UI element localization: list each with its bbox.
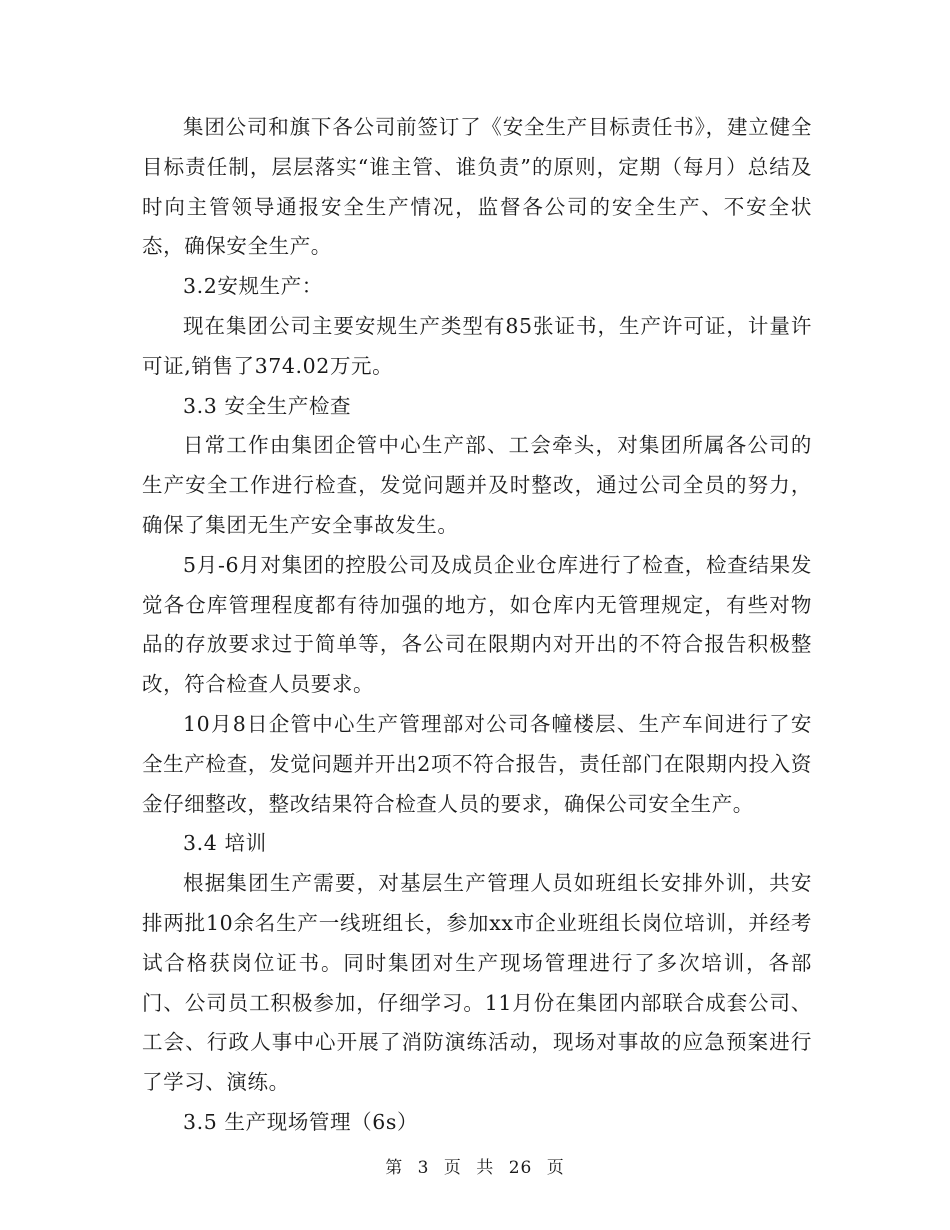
paragraph: 现在集团公司主要安规生产类型有85张证书，生产许可证，计量许可证,销售了374.02万元。 (142, 313, 812, 378)
paragraph: 根据集团生产需要，对基层生产管理人员如班组长安排外训，共安排两批10余名生产一线班组长，参加xx市企业班组长岗位培训，并经考试合格获岗位证书。同时集团对生产现场管理进行了多次培训，各部门、公司员工积极参加，仔细学习。11月份在集团内部联合成套公司、工会、行政人事中心开展了消防演练活动，现场对事故的应急预案进行了学习、演练。 (142, 871, 812, 1095)
section-heading: 3.5 生产现场管理（6s） (183, 1109, 419, 1134)
section-heading: 3.3 安全生产检查 (183, 393, 352, 418)
document-body (142, 108, 812, 1143)
paragraph: 5月-6月对集团的控股公司及成员企业仓库进行了检查，检查结果发觉各仓库管理程度都有待加强的地方，如仓库内无管理规定，有些对物品的存放要求过于简单等，各公司在限期内对开出的不符合报告积极整改，符合检查人员要求。 (142, 552, 812, 697)
footer-total-unit: 页 (546, 1158, 565, 1178)
paragraph: 10月8日企管中心生产管理部对公司各幢楼层、生产车间进行了安全生产检查，发觉问题并开出2项不符合报告，责任部门在限期内投入资金仔细整改，整改结果符合检查人员的要求，确保公司安全生产。 (142, 711, 812, 816)
footer-page-unit: 页 (443, 1158, 462, 1178)
footer-prefix: 第 (385, 1158, 404, 1178)
page-footer (0, 1153, 950, 1178)
footer-total-word: 共 (476, 1158, 495, 1178)
total-page-number: 26 (508, 1158, 533, 1178)
paragraph: 日常工作由集团企管中心生产部、工会牵头，对集团所属各公司的生产安全工作进行检查，发觉问题并及时整改，通过公司全员的努力，确保了集团无生产安全事故发生。 (142, 433, 812, 537)
current-page-number: 3 (417, 1158, 430, 1178)
paragraph: 集团公司和旗下各公司前签订了《安全生产目标责任书》，建立健全目标责任制，层层落实“谁主管、谁负责”的原则，定期（每月）总结及时向主管领导通报安全生产情况，监督各公司的安全生产、不安全状态，确保安全生产。 (142, 115, 812, 259)
section-heading: 3.4 培训 (183, 831, 267, 856)
section-heading: 3.2安规生产： (183, 274, 323, 299)
